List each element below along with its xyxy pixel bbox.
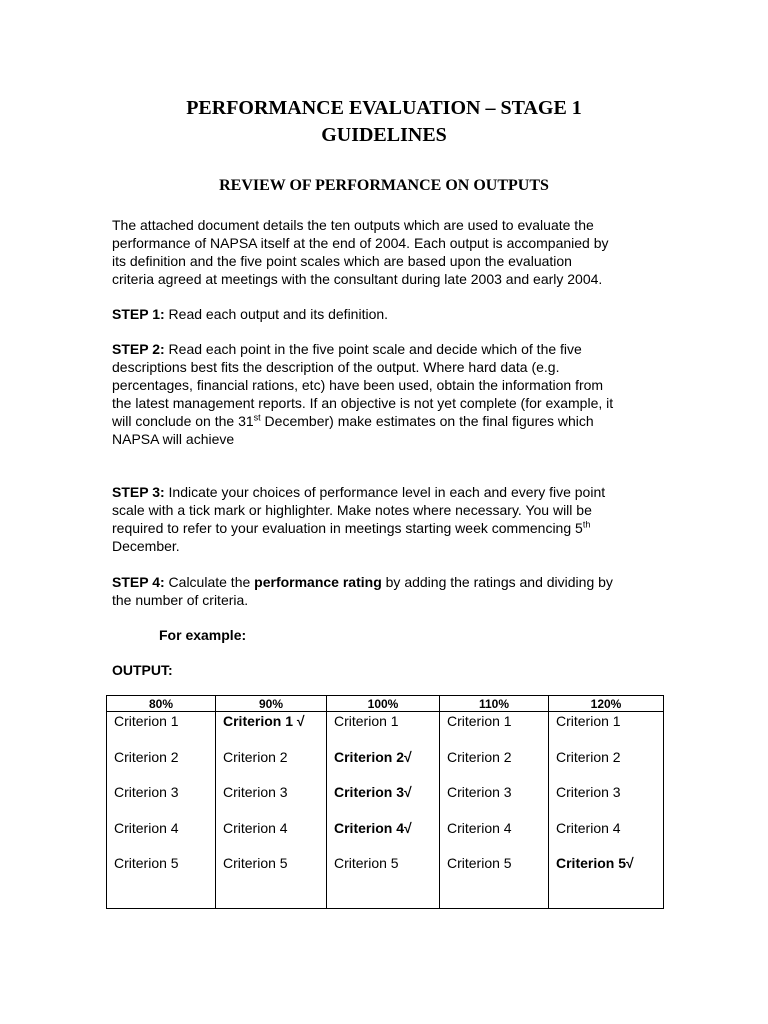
column-header: 90% (216, 696, 327, 712)
step-3-line: Indicate your choices of performance level in each and every five point (164, 484, 606, 500)
step-2-line: descriptions best fits the description of the output. Where hard data (e.g. (112, 359, 560, 375)
step-2-line: percentages, financial rations, etc) have been used, obtain the information from (112, 377, 604, 393)
table-cell (549, 712, 664, 909)
criterion-item: Criterion 4 (556, 819, 621, 836)
output-label: OUTPUT: (112, 662, 173, 678)
step-2-line: December) make estimates on the final figures which (260, 413, 594, 429)
performance-rating-term: performance rating (254, 574, 382, 590)
criterion-item: Criterion 1 (556, 713, 621, 729)
criterion-item-selected: Criterion 5√ (556, 855, 634, 871)
step-1-text: Read each output and its definition. (164, 306, 389, 322)
criterion-item: Criterion 4 (114, 819, 179, 836)
intro-line: performance of NAPSA itself at the end of 2004. Each output is accompanied by (112, 235, 609, 251)
criterion-item: Criterion 5 (223, 855, 288, 871)
step-3-line: December. (112, 538, 180, 554)
intro-paragraph (112, 216, 657, 288)
intro-line: criteria agreed at meetings with the consultant during late 2003 and early 2004. (112, 271, 603, 287)
criterion-item: Criterion 3 (223, 784, 288, 800)
criterion-item: Criterion 3 (114, 784, 179, 800)
criterion-item-selected: Criterion 3√ (334, 784, 412, 800)
step-3-line: required to refer to your evaluation in meetings starting week commencing 5 (112, 520, 583, 536)
step-2-line: will conclude on the 31 (112, 413, 254, 429)
column-header: 100% (327, 696, 440, 712)
title-line-2: GUIDELINES (321, 124, 447, 146)
criterion-item: Criterion 1 (114, 713, 179, 729)
criterion-item: Criterion 3 (556, 784, 621, 800)
criterion-item: Criterion 2 (114, 748, 179, 765)
table-cell (440, 712, 549, 909)
criterion-item: Criterion 2 (447, 748, 512, 765)
intro-line: The attached document details the ten outputs which are used to evaluate the (112, 217, 594, 233)
step-2-line: Read each point in the five point scale and decide which of the five (164, 341, 582, 357)
step-3-line: scale with a tick mark or highlighter. Make notes where necessary. You will be (112, 502, 592, 518)
criterion-item: Criterion 2 (223, 748, 288, 765)
column-header: 120% (549, 696, 664, 712)
ordinal-suffix: th (582, 519, 591, 530)
criterion-item: Criterion 1 (447, 713, 512, 729)
criterion-item-selected: Criterion 1 √ (223, 713, 305, 729)
table-row (107, 712, 664, 909)
column-header: 80% (107, 696, 216, 712)
criterion-item: Criterion 3 (447, 784, 512, 800)
criterion-item: Criterion 1 (334, 713, 399, 729)
evaluation-table (106, 695, 664, 909)
table-header-row (107, 696, 664, 712)
title-line-1: PERFORMANCE EVALUATION – STAGE 1 (186, 97, 582, 119)
criterion-item-selected: Criterion 4√ (334, 819, 412, 836)
step-4-text: Calculate the (164, 574, 255, 590)
criterion-item: Criterion 2 (556, 748, 621, 765)
page-title (0, 95, 768, 149)
step-2-paragraph (112, 340, 657, 448)
step-2-line: the latest management reports. If an objective is not yet complete (for example, it (112, 395, 614, 411)
section-heading: REVIEW OF PERFORMANCE ON OUTPUTS (219, 177, 549, 194)
table-cell (107, 712, 216, 909)
step-2-line: NAPSA will achieve (112, 431, 235, 447)
step-2-label: STEP 2: (112, 341, 165, 357)
table-cell (216, 712, 327, 909)
ordinal-suffix: st (253, 412, 261, 423)
criterion-item: Criterion 5 (114, 855, 179, 871)
step-1-label: STEP 1: (112, 306, 165, 322)
criterion-item: Criterion 4 (447, 819, 512, 836)
step-4-paragraph (112, 573, 657, 609)
table-cell (327, 712, 440, 909)
criterion-item: Criterion 5 (447, 855, 512, 871)
criterion-item-selected: Criterion 2√ (334, 748, 412, 765)
criterion-item: Criterion 5 (334, 855, 399, 871)
criterion-item: Criterion 4 (223, 819, 288, 836)
step-3-paragraph (112, 483, 657, 555)
example-label: For example: (159, 627, 247, 643)
column-header: 110% (440, 696, 549, 712)
step-4-label: STEP 4: (112, 574, 165, 590)
step-4-line: the number of criteria. (112, 592, 249, 608)
intro-line: its definition and the five point scales which are based upon the evaluation (112, 253, 572, 269)
step-1-paragraph (112, 305, 657, 323)
step-4-text: by adding the ratings and dividing by (381, 574, 613, 590)
step-3-label: STEP 3: (112, 484, 165, 500)
